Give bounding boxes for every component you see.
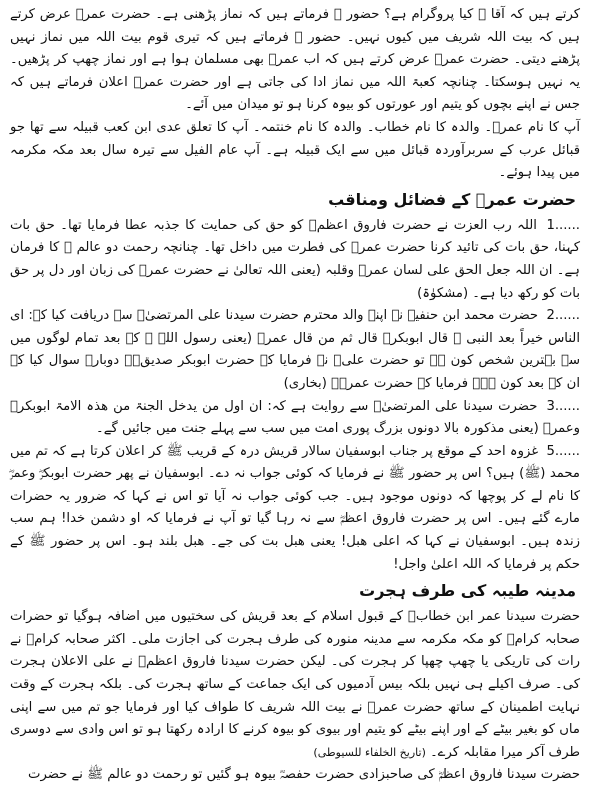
item-text: غزوہ احد کے موقع پر جناب ابوسفیان سالار قریش درہ کے قریب ﷺ کر اعلان کرتا ہے کہ تم میں محمد (ﷺ) ہیں؟ اس پر حضور ﷺ نے فرمایا کہ کوئی جواب نہ دے۔ ابوسفیان نے پھر حضرت ابوبکرؓ وعمرؓ کا نام لے کر پوچھا کہ دونوں موجود ہیں۔ جب کوئی جواب نہ آیا تو اس نے کہا کہ ضرور یہ حضرات مارے گئے ہیں۔ اس پر حضرت فاروق اعظمؓ سے نہ رہا گیا تو آپ نے فرمایا کہ او دشمن خدا! ہم سب زندہ ہیں۔ ابوسفیان نے کہا کہ اعلی ھبل! یعنی ھبل بت کی جے۔ ھبل بلند ہو۔ اس پر حضور ﷺ کے حکم پر فرمایا کہ اللہ اعلیٰ واجل! <box>10 443 580 572</box>
section-heading-migration: مدینہ طیبہ کی طرف ہجرت <box>359 581 576 601</box>
item-number: 5...... <box>546 443 580 459</box>
list-item <box>10 305 580 395</box>
item-text: اللہ رب العزت نے حضرت فاروق اعظمؓ کو حق کی حمایت کا جذبہ عطا فرمایا تھا۔ حق بات کہنا، حق بات کی تائید کرنا حضرت عمرؓ کی فطرت میں داخل تھا۔ چنانچہ رحمت دو عالم ﷺ کا فرمان ہے۔ ان اللہ جعل الحق علی لسان عمرؓ وقلبہ (یعنی اللہ تعالیٰ نے حضرت عمرؓ کی زبان اور دل پر حق بات کو رکھ دیا ہے۔ (مشکوٰۃ) <box>10 217 580 301</box>
section-heading-virtues: حضرت عمرؓ کے فضائل ومناقب <box>328 189 576 209</box>
migration-paragraph <box>10 606 580 764</box>
lineage-paragraph: آپ کا نام عمرؓ۔ والدہ کا نام خطاب۔ والدہ کا نام خنتمہ۔ آپ کا تعلق عدی ابن کعب قبیلہ سے تھا جو قبائل عرب کے سربرآوردہ قبائل میں سے ایک قبیلہ ہے۔ آپ عام الفیل سے تیرہ سال بعد مکہ مکرمہ میں پیدا ہوئے۔ <box>10 119 580 181</box>
migration-text: حضرت سیدنا عمر ابن خطابؓ کے قبول اسلام کے بعد قریش کی سختیوں میں اضافہ ہوگیا تو حضرات صحابہ کرامؓ کو مکہ مکرمہ سے مدینہ منورہ کی طرف ہجرت کی اجازت ملی۔ اکثر صحابہ کرامؓ نے رات کی تاریکی یا چھپ چھپا کر ہجرت کی۔ لیکن حضرت سیدنا فاروق اعظمؓ نے علی الاعلان ہجرت کی۔ صرف اکیلے ہی نہیں بلکہ بیس آدمیوں کی ایک جماعت کے ساتھ ہجرت کی۔ بلکہ ہجرت کے وقت نہایت اطمینان کے ساتھ حضرت عمرؓ نے بیت اللہ شریف کا طواف کیا اور فرمایا جو تم میں سے اپنی ماں کو بغیر بیٹے کے اور اپنے بیٹے کو یتیم اور بیوی کو بیوہ کرنے کا ارادہ رکھتا ہو تو اس وادی سے دوسری طرف آکر میرا مقابلہ کرے۔ <box>10 609 580 760</box>
list-item <box>10 215 580 305</box>
item-number: 2...... <box>546 308 580 324</box>
virtues-list <box>10 215 580 577</box>
item-number: 3...... <box>546 398 580 414</box>
item-number: 1...... <box>546 217 580 233</box>
item-text: حضرت محمد ابن حنفیہ نے اپنے والد محترم حضرت سیدنا علی المرتضیٰؓ سے دریافت کیا کہ: ای الناس خیراً بعد النبی ﷺ قال ابوبکرؓ قال ثم من قال عمرؓ (یعنی رسول اللہ ﷺ کے بعد تمام لوگوں میں سے بہترین شخص کون ہے تو حضرت علیؓ نے فرمایا کہ حضرت ابوبکر صدیقؓ۔ دوبارہ سوال کیا کہ ان کے بعد کون ہے۔ فرمایا کہ حضرت عمرؓ۔ (بخاری) <box>10 308 580 391</box>
item-text: حضرت سیدنا علی المرتضیٰؓ سے روایت ہے کہ: ان اول من یدخل الجنۃ من ھذہ الامۃ ابوبکرؓ وعمرؓ (یعنی مذکورہ بالا دونوں بزرگ پوری امت میں سب سے پہلے جنت میں جائیں گے۔ <box>10 398 580 437</box>
intro-paragraph: کرتے ہیں کہ آقا ﷺ کیا پروگرام ہے؟ حضور ﷺ فرماتے ہیں کہ نماز پڑھنی ہے۔ حضرت عمرؓ عرض کرتے ہیں کہ بیت اللہ شریف میں کیوں نہیں۔ حضور ﷺ فرماتے ہیں کہ تیری قوم بیت اللہ میں نماز نہیں پڑھنے دیتی۔ حضرت عمرؓ عرض کرتے ہیں کہ اب عمرؓ بھی مسلمان ہوا ہے اور نماز چھپ کر پڑھیں۔ یہ نہیں ہوسکتا۔ چنانچہ کعبۃ اللہ میں نماز ادا کی جاتی ہے اور حضرت عمرؓ اعلان فرماتے ہیں کہ جس نے اپنے بچوں کو یتیم اور عورتوں کو بیوہ کرنا ہو تو میدان میں آئے۔ <box>10 7 580 113</box>
list-item <box>10 396 580 441</box>
list-item <box>10 441 580 577</box>
source-citation: (تاریخ الخلفاء للسیوطی) <box>313 745 426 759</box>
closing-paragraph: حضرت سیدنا فاروق اعظمؓ کی صاحبزادی حضرت حفصہؓ بیوہ ہو گئیں تو رحمت دو عالم ﷺ نے حضرت <box>28 767 580 783</box>
